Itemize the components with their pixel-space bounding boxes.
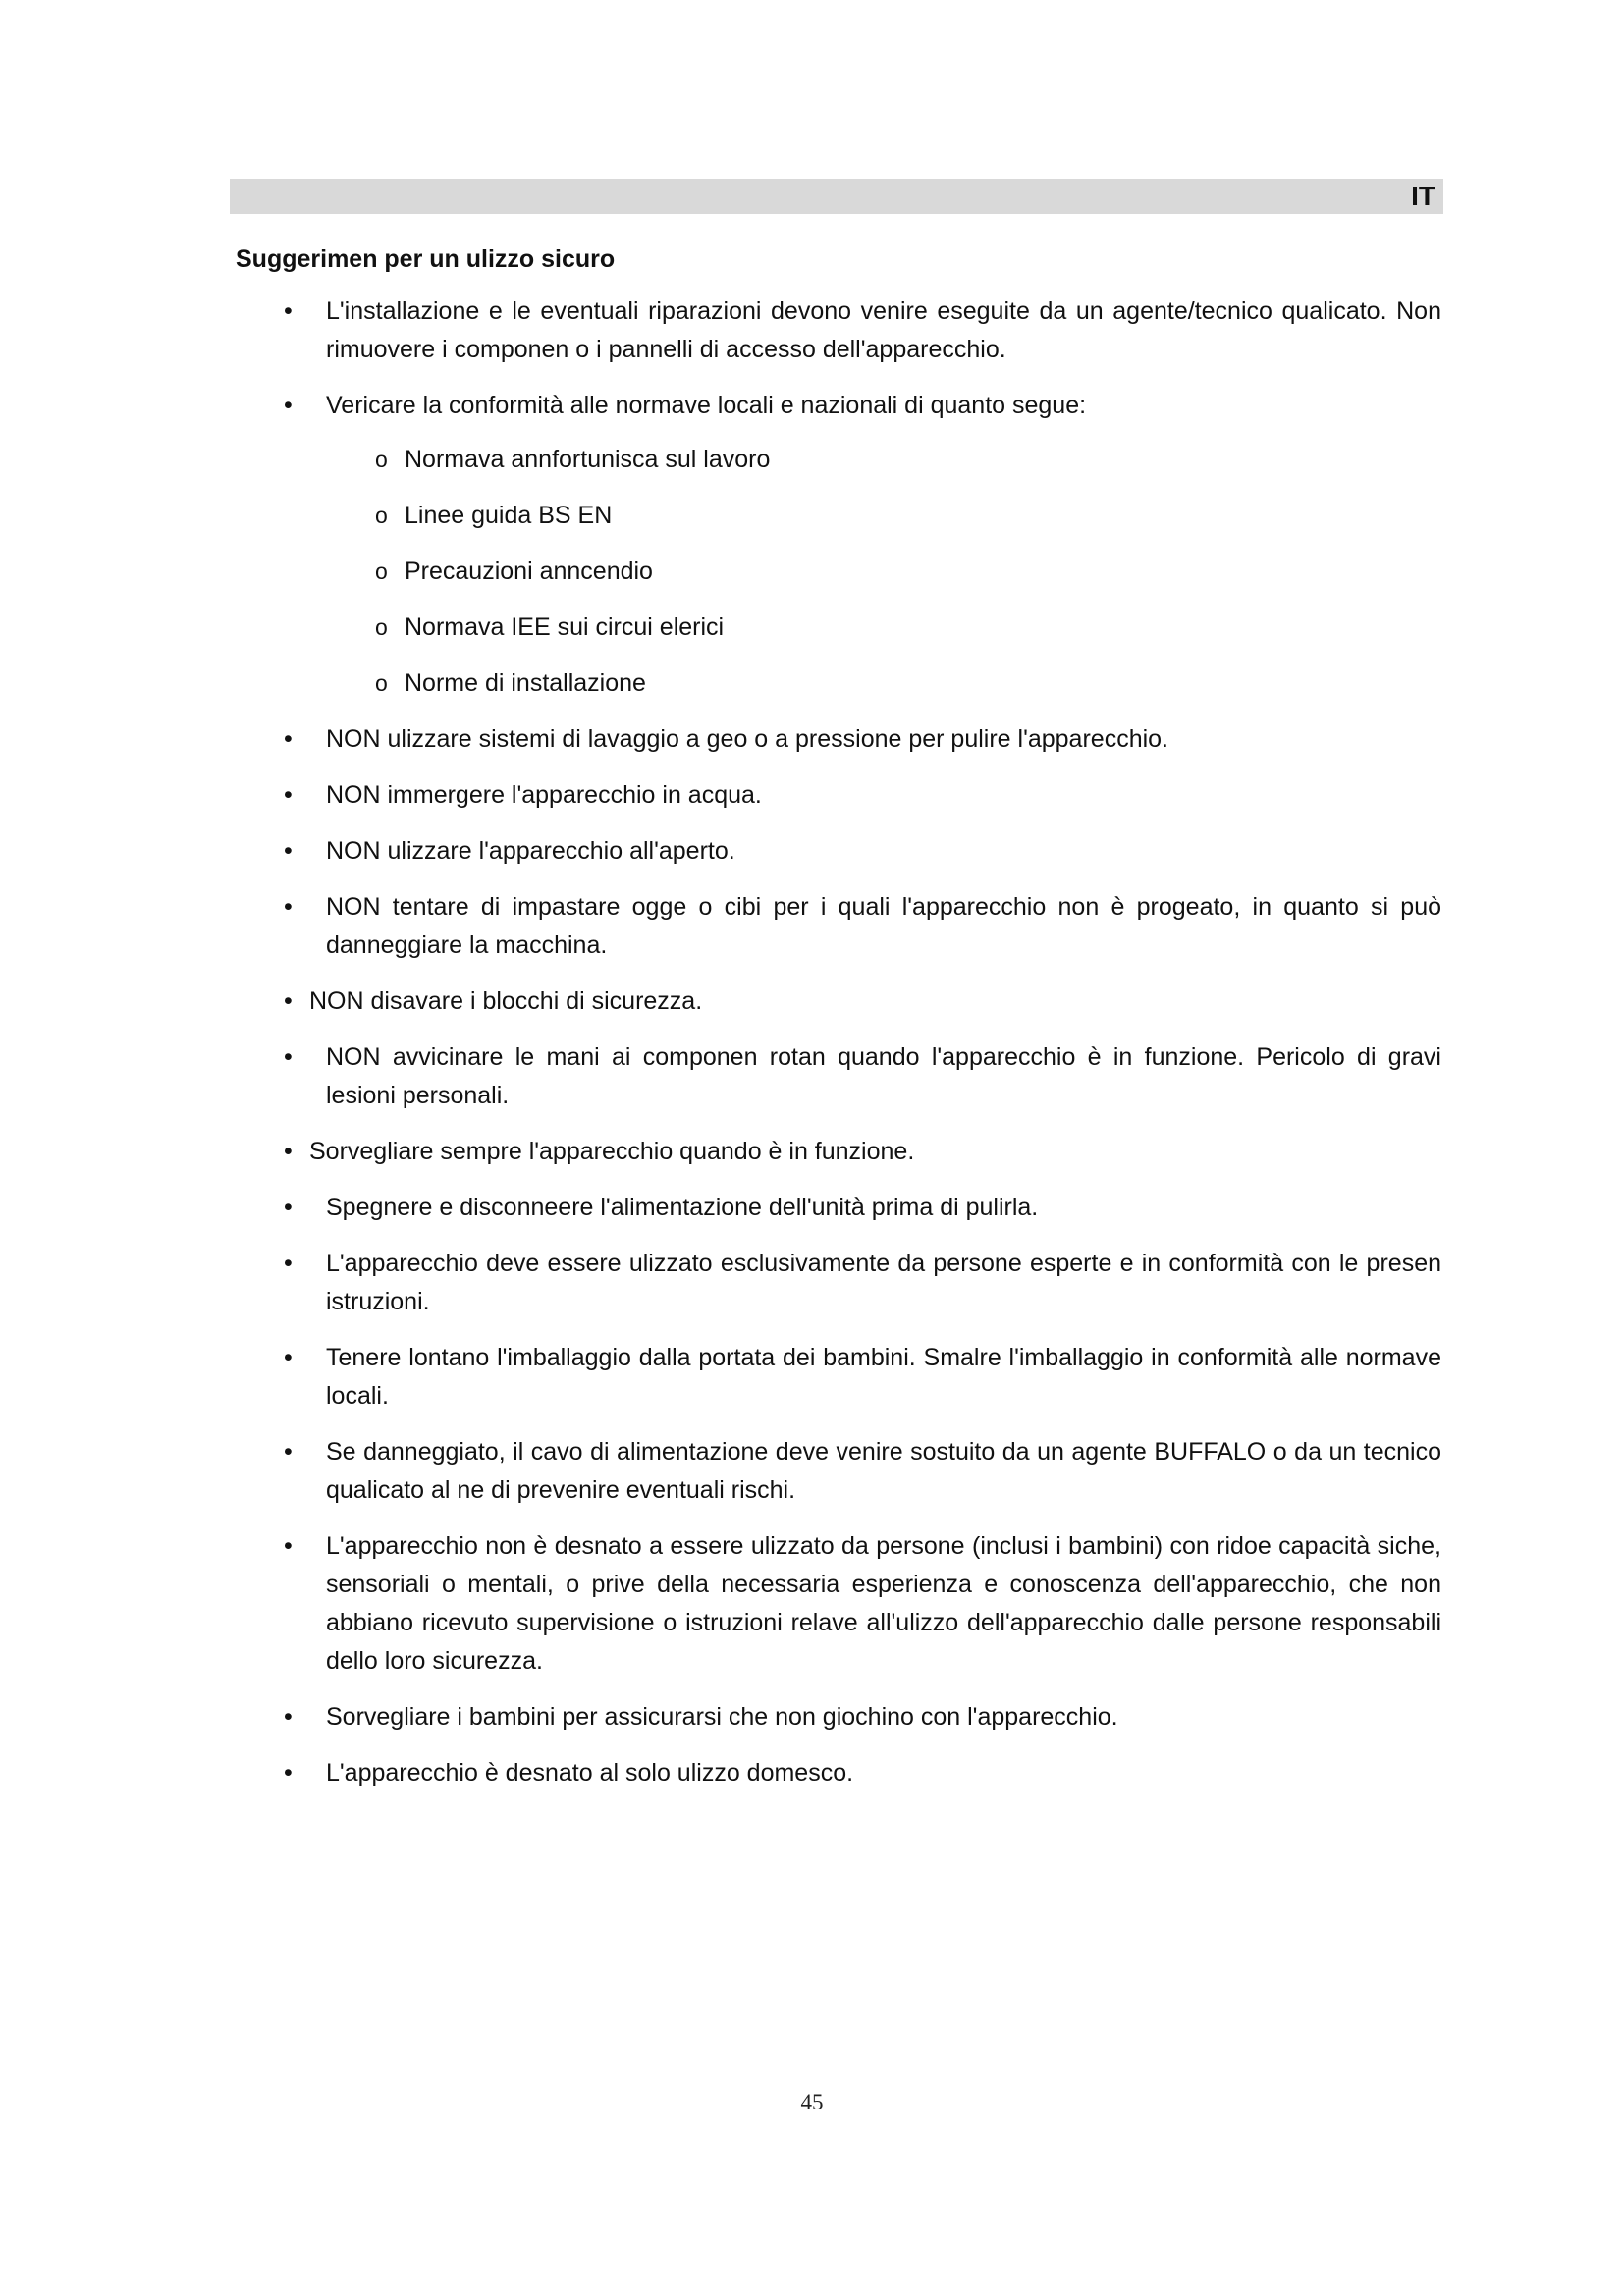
list-item — [236, 1039, 1441, 1115]
sub-list-item — [326, 441, 1441, 479]
list-item — [236, 293, 1441, 369]
circle-bullet-icon: o — [375, 503, 388, 528]
bullet-icon: • — [284, 392, 293, 419]
list-item — [236, 1433, 1441, 1510]
list-item-text: Spegnere e disconneere l'alimentazione dell'unità prima di pulirla. — [326, 1194, 1039, 1221]
sub-list-item — [326, 497, 1441, 535]
sub-list-item-text: Normava IEE sui circui elerici — [405, 614, 725, 641]
bullet-icon: • — [284, 893, 293, 921]
list-item — [236, 1189, 1441, 1227]
list-item — [236, 721, 1441, 759]
list-item-text: L'apparecchio è desnato al solo ulizzo domesco. — [326, 1759, 854, 1787]
list-item-text: NON ulizzare l'apparecchio all'aperto. — [326, 837, 735, 865]
page-number: 45 — [800, 2090, 824, 2114]
bullet-icon: • — [284, 1138, 293, 1165]
bullet-icon: • — [284, 781, 293, 809]
list-item-text: NON tentare di impastare ogge o cibi per i quali l'apparecchio non è progeato, in quanto si può danneggiare la macchina. — [326, 893, 1441, 959]
circle-bullet-icon: o — [375, 447, 388, 472]
list-item-text: NON avvicinare le mani ai componen rotan quando l'apparecchio è in funzione. Pericolo di gravi lesioni personali. — [326, 1043, 1441, 1109]
bullet-icon: • — [284, 1344, 293, 1371]
sub-list-item-text: Norme di installazione — [405, 669, 646, 697]
list-item-text: L'installazione e le eventuali riparazioni devono venire eseguite da un agente/tecnico qualicato. Non rimuovere i componen o i pannelli di accesso dell'apparecchio. — [326, 297, 1441, 363]
safety-tips-list — [236, 293, 1441, 1792]
bullet-icon: • — [284, 1043, 293, 1071]
language-header-bar — [230, 179, 1443, 214]
sub-list — [326, 441, 1441, 703]
sub-list-item — [326, 609, 1441, 647]
circle-bullet-icon: o — [375, 559, 388, 584]
list-item-text: Se danneggiato, il cavo di alimentazione deve venire sostuito da un agente BUFFALO o da un tecnico qualicato al ne di prevenire eventuali rischi. — [326, 1438, 1441, 1504]
list-item — [236, 1698, 1441, 1736]
language-code: IT — [1411, 181, 1435, 211]
list-item-text: Sorvegliare sempre l'apparecchio quando è in funzione. — [309, 1138, 915, 1165]
list-item-text: Vericare la conformità alle normave locali e nazionali di quanto segue: — [326, 392, 1087, 419]
circle-bullet-icon: o — [375, 670, 388, 696]
section-title: Suggerimen per un ulizzo sicuro — [236, 245, 616, 273]
list-item — [236, 1339, 1441, 1415]
sub-list-item-text: Precauzioni anncendio — [405, 558, 653, 585]
bullet-icon: • — [284, 1438, 293, 1466]
bullet-icon: • — [284, 1703, 293, 1731]
sub-list-item-text: Normava annfortunisca sul lavoro — [405, 446, 771, 473]
bullet-icon: • — [284, 988, 293, 1015]
list-item-text: L'apparecchio deve essere ulizzato esclusivamente da persone esperte e in conformità con le presen istruzioni. — [326, 1250, 1441, 1315]
list-item — [236, 888, 1441, 965]
list-item-text: Sorvegliare i bambini per assicurarsi che non giochino con l'apparecchio. — [326, 1703, 1118, 1731]
list-item-text: NON immergere l'apparecchio in acqua. — [326, 781, 762, 809]
list-item — [236, 1245, 1441, 1321]
bullet-icon: • — [284, 837, 293, 865]
bullet-icon: • — [284, 725, 293, 753]
bullet-icon: • — [284, 1532, 293, 1560]
bullet-icon: • — [284, 1759, 293, 1787]
bullet-icon: • — [284, 297, 293, 325]
circle-bullet-icon: o — [375, 614, 388, 640]
sub-list-item — [326, 553, 1441, 591]
list-item-text: Tenere lontano l'imballaggio dalla portata dei bambini. Smalre l'imballaggio in conformità alle normave locali. — [326, 1344, 1441, 1410]
list-item — [236, 1754, 1441, 1792]
list-item — [236, 1133, 1441, 1171]
list-item — [236, 1527, 1441, 1681]
list-item — [236, 983, 1441, 1021]
sub-list-item — [326, 665, 1441, 703]
sub-list-item-text: Linee guida BS EN — [405, 502, 613, 529]
list-item-text: NON disavare i blocchi di sicurezza. — [309, 988, 703, 1015]
list-item-text: NON ulizzare sistemi di lavaggio a geo o a pressione per pulire l'apparecchio. — [326, 725, 1168, 753]
bullet-icon: • — [284, 1194, 293, 1221]
list-item — [236, 776, 1441, 815]
list-item — [236, 832, 1441, 871]
bullet-icon: • — [284, 1250, 293, 1277]
safety-section — [236, 240, 1441, 1810]
list-item-text: L'apparecchio non è desnato a essere ulizzato da persone (inclusi i bambini) con ridoe capacità siche, sensoriali o mentali, o prive della necessaria esperienza e conoscenza dell'apparecchio, che non abbiano ricevuto supervisione o istruzioni relave all'ulizzo dell'apparecchio dalle persone responsabili dello loro sicurezza. — [326, 1532, 1441, 1675]
list-item — [236, 387, 1441, 703]
